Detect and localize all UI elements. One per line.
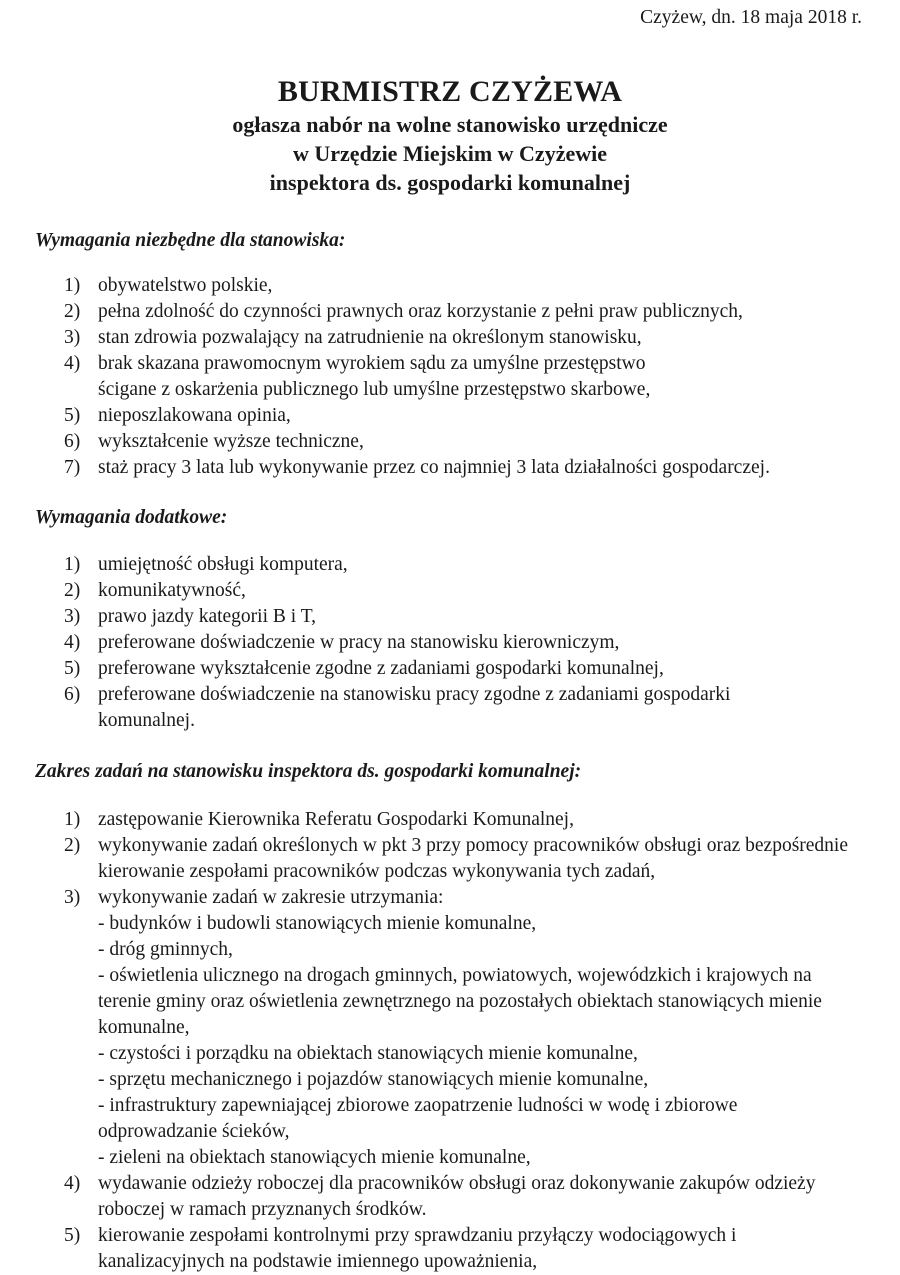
item-number: 3) — [64, 606, 81, 627]
sub-item: - zieleni na obiektach stanowiących mienie komunalne, — [98, 1147, 531, 1168]
item-text: pełna zdolność do czynności prawnych oraz korzystanie z pełni praw publicznych, — [98, 301, 743, 322]
item-number: 1) — [64, 554, 81, 575]
item-number: 4) — [64, 632, 81, 653]
list-item — [35, 325, 875, 351]
item-number: 4) — [64, 353, 81, 374]
sub-item: - sprzętu mechanicznego i pojazdów stanowiących mienie komunalne, — [98, 1069, 649, 1090]
list-item — [35, 656, 875, 682]
item-number: 2) — [64, 301, 81, 322]
additional-requirements-list — [35, 552, 875, 734]
item-number: 7) — [64, 457, 81, 478]
item-number: 2) — [64, 835, 81, 856]
item-number: 5) — [64, 405, 81, 426]
item-text: preferowane doświadczenie w pracy na stanowisku kierowniczym, — [98, 632, 620, 653]
list-item — [35, 429, 875, 455]
item-number: 5) — [64, 658, 81, 679]
list-item — [35, 299, 875, 325]
document-date: Czyżew, dn. 18 maja 2018 r. — [640, 7, 862, 28]
item-text: wykształcenie wyższe techniczne, — [98, 431, 364, 452]
sub-item: - infrastruktury zapewniającej zbiorowe zaopatrzenie ludności w wodę i zbiorowe odprowadzanie ścieków, — [98, 1095, 738, 1142]
item-text: komunikatywność, — [98, 580, 246, 601]
section-required-qualifications — [35, 228, 875, 481]
section-heading: Wymagania dodatkowe: — [35, 507, 228, 528]
list-item — [35, 578, 875, 604]
item-text: stan zdrowia pozwalający na zatrudnienie na określonym stanowisku, — [98, 327, 642, 348]
list-item — [35, 1223, 875, 1275]
list-item — [35, 455, 875, 481]
item-number: 1) — [64, 275, 81, 296]
item-number: 3) — [64, 327, 81, 348]
item-text: preferowane wykształcenie zgodne z zadaniami gospodarki komunalnej, — [98, 658, 664, 679]
sub-item: - budynków i budowli stanowiących mienie komunalne, — [98, 913, 537, 934]
document-title: BURMISTRZ CZYŻEWA — [277, 75, 623, 108]
item-text: obywatelstwo polskie, — [98, 275, 273, 296]
item-text: staż pracy 3 lata lub wykonywanie przez co najmniej 3 lata działalności gospodarczej. — [98, 457, 770, 478]
list-item — [35, 682, 875, 734]
item-text: kierowanie zespołami kontrolnymi przy sprawdzaniu przyłączy wodociągowych i kanalizacyjnych na podstawie imiennego upoważnienia, — [98, 1225, 737, 1272]
item-text: wykonywanie zadań w zakresie utrzymania: — [98, 887, 444, 908]
item-text: wykonywanie zadań określonych w pkt 3 przy pomocy pracowników obsługi oraz bezpośrednie kierowanie zespołami pracowników podczas wykonywania tych zadań, — [98, 835, 848, 882]
list-item — [35, 351, 875, 403]
sub-item: - oświetlenia ulicznego na drogach gminnych, powiatowych, wojewódzkich i krajowych na terenie gminy oraz oświetlenia zewnętrznego na pozostałych obiektach stanowiących mienie komunalne, — [98, 965, 822, 1038]
item-text: preferowane doświadczenie na stanowisku pracy zgodne z zadaniami gospodarki komunalnej. — [98, 684, 731, 731]
item-text: nieposzlakowana opinia, — [98, 405, 291, 426]
item-number: 2) — [64, 580, 81, 601]
item-text: wydawanie odzieży roboczej dla pracowników obsługi oraz dokonywanie zakupów odzieży roboczej w ramach przyznanych środków. — [98, 1173, 816, 1220]
item-number: 6) — [64, 431, 81, 452]
section-heading: Wymagania niezbędne dla stanowiska: — [35, 230, 346, 251]
list-item — [35, 1171, 875, 1223]
list-item — [35, 833, 875, 885]
list-item — [35, 273, 875, 299]
section-job-duties — [35, 759, 875, 1275]
item-text: umiejętność obsługi komputera, — [98, 554, 348, 575]
item-text: brak skazana prawomocnym wyrokiem sądu za umyślne przestępstwo ścigane z oskarżenia publicznego lub umyślne przestępstwo skarbowe, — [98, 353, 651, 400]
sub-item: - czystości i porządku na obiektach stanowiących mienie komunalne, — [98, 1043, 638, 1064]
list-item — [35, 807, 875, 833]
item-text: zastępowanie Kierownika Referatu Gospodarki Komunalnej, — [98, 809, 574, 830]
list-item — [35, 403, 875, 429]
section-heading: Zakres zadań na stanowisku inspektora ds. gospodarki komunalnej: — [35, 761, 582, 782]
item-text: prawo jazdy kategorii B i T, — [98, 606, 317, 627]
list-item — [35, 885, 875, 1171]
subtitle-line-1: ogłasza nabór na wolne stanowisko urzędnicze — [232, 112, 668, 137]
document-header — [0, 74, 900, 197]
item-number: 6) — [64, 684, 81, 705]
subtitle-line-2: w Urzędzie Miejskim w Czyżewie — [293, 141, 607, 166]
duties-list — [35, 807, 875, 1275]
sub-item: - dróg gminnych, — [98, 939, 233, 960]
item-number: 3) — [64, 887, 81, 908]
list-item — [35, 604, 875, 630]
item-number: 1) — [64, 809, 81, 830]
requirements-list — [35, 273, 875, 481]
subtitle-line-3: inspektora ds. gospodarki komunalnej — [269, 170, 631, 195]
list-item — [35, 552, 875, 578]
item-number: 5) — [64, 1225, 81, 1246]
item-number: 4) — [64, 1173, 81, 1194]
section-additional-qualifications — [35, 505, 875, 734]
list-item — [35, 630, 875, 656]
